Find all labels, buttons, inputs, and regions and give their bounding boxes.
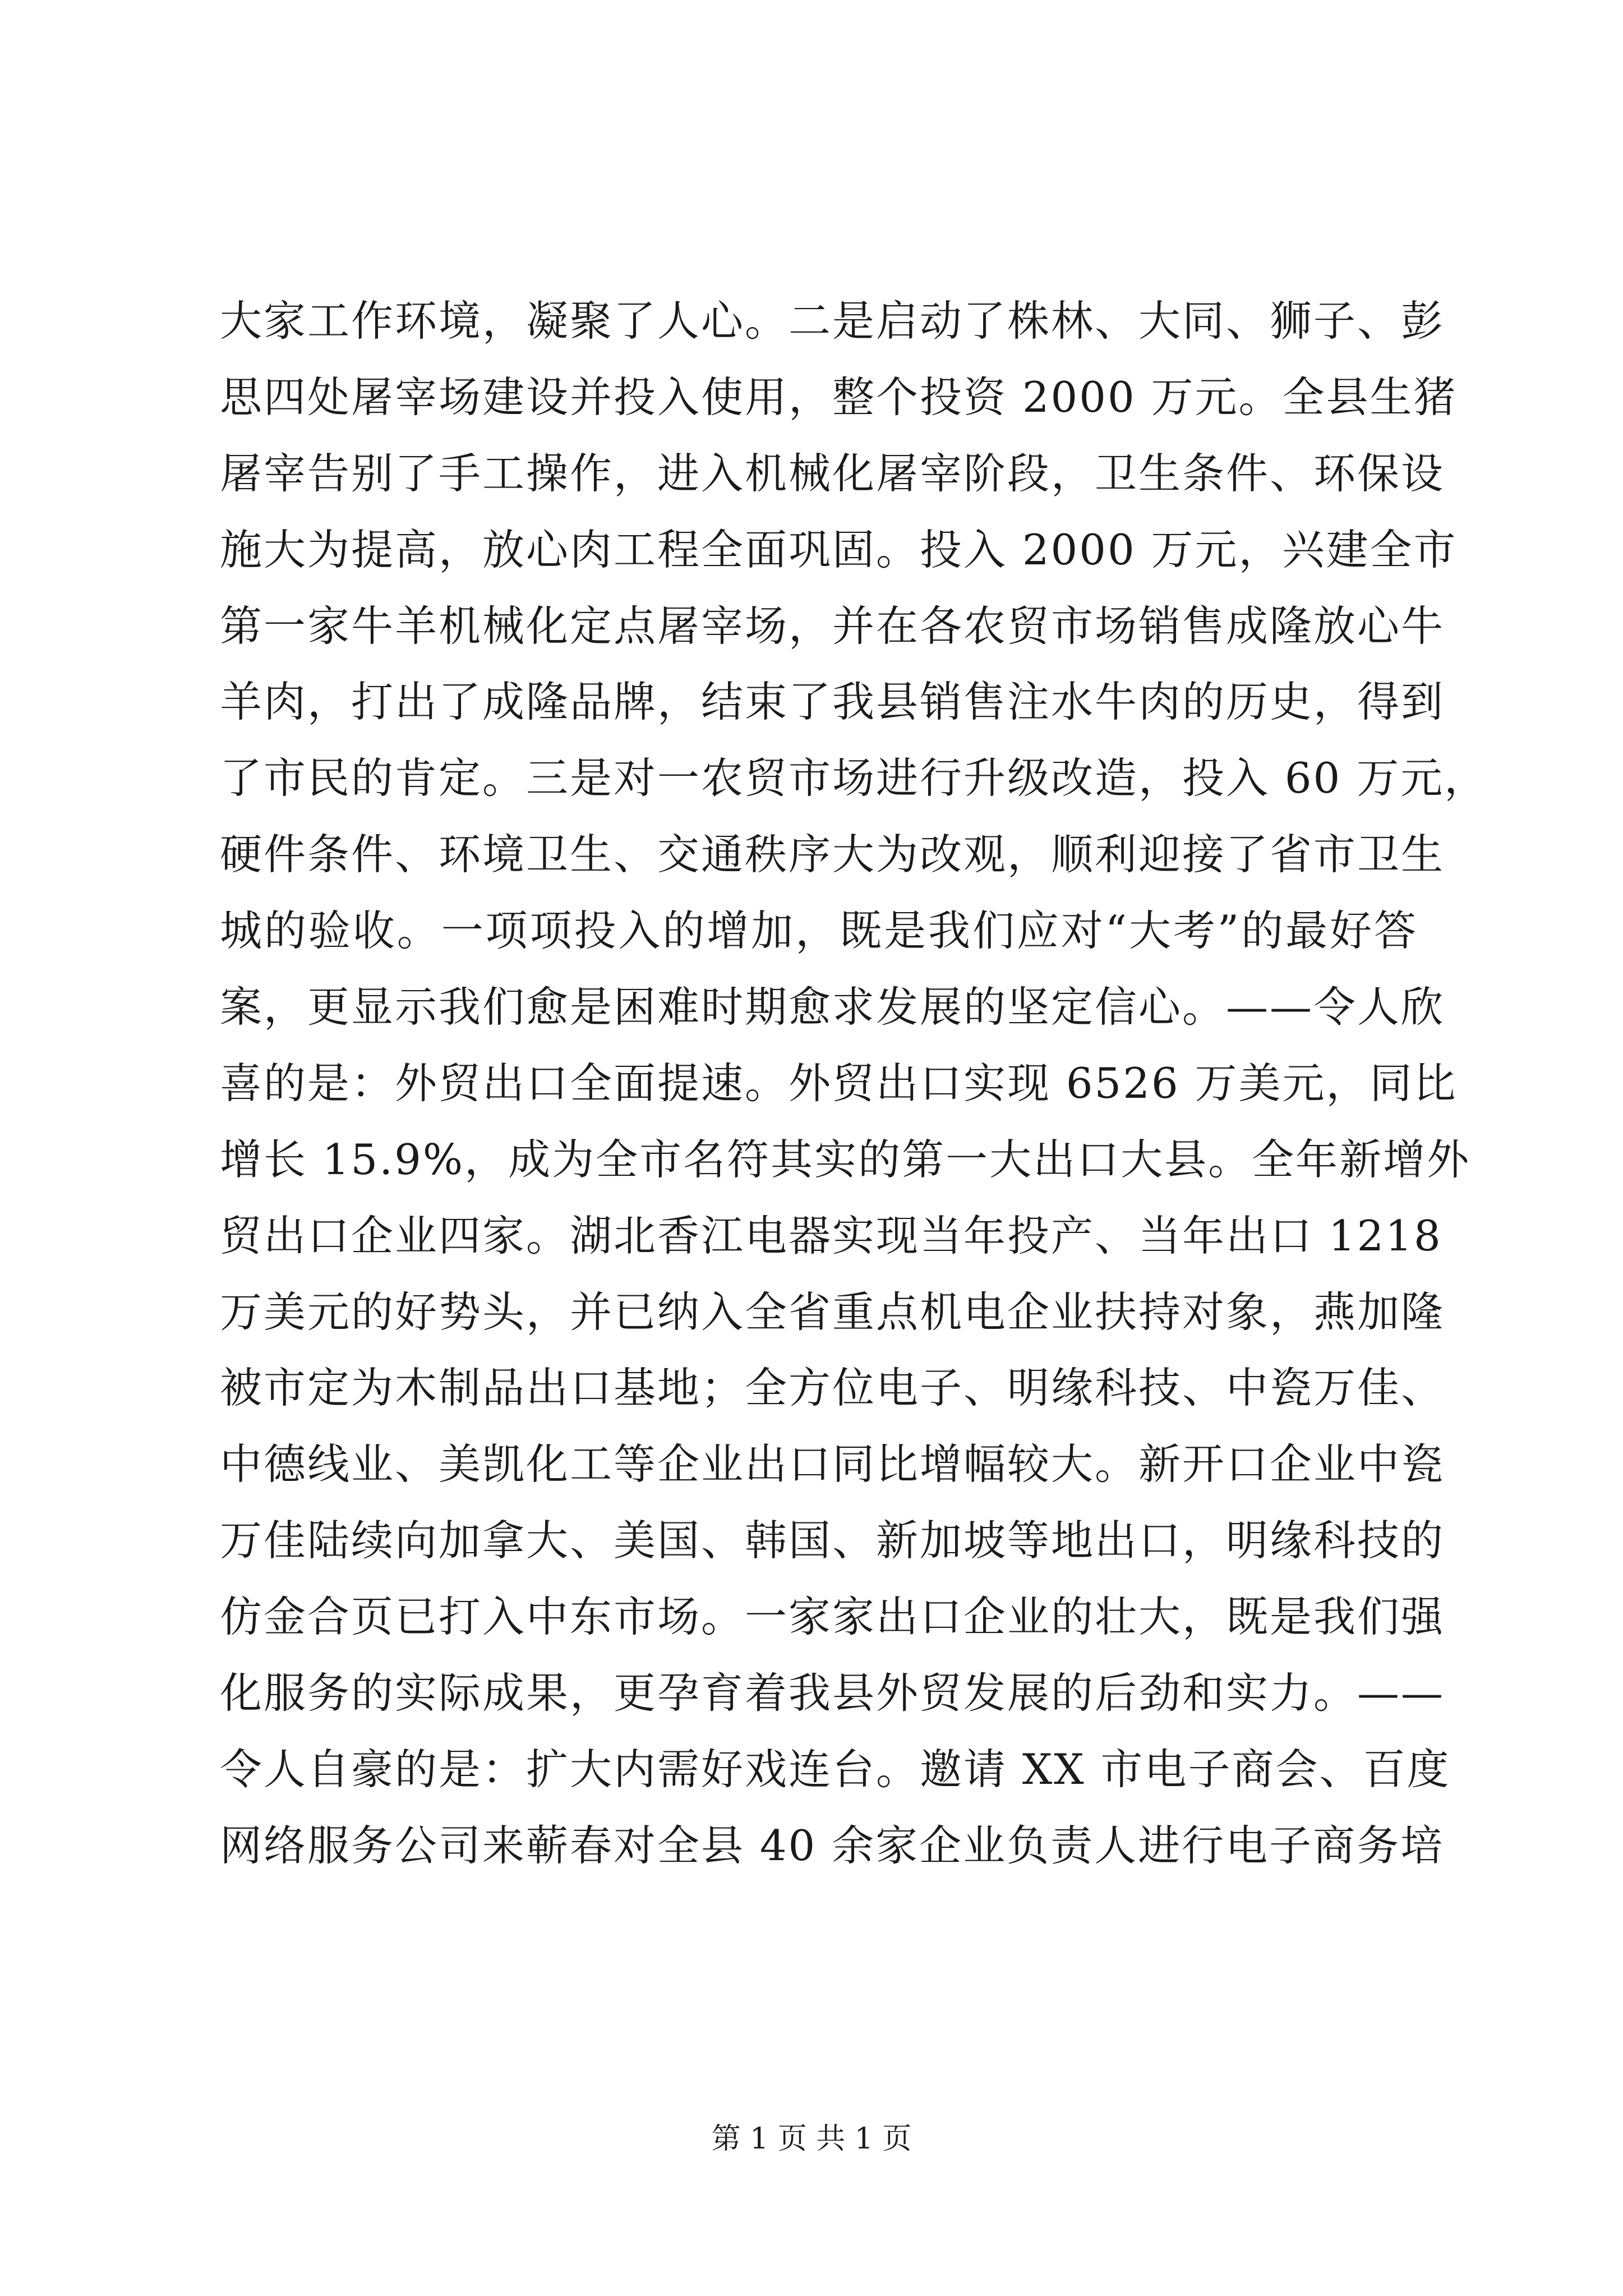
text-line: 大家工作环境，凝聚了人心。二是启动了株林、大同、狮子、彭 bbox=[220, 296, 1445, 346]
text-line: 喜的是：外贸出口全面提速。外贸出口实现 6526 万美元，同比 bbox=[220, 1058, 1458, 1108]
text-line: 硬件条件、环境卫生、交通秩序大为改观，顺利迎接了省市卫生 bbox=[220, 830, 1445, 880]
text-line: 中德线业、美凯化工等企业出口同比增幅较大。新开口企业中瓷 bbox=[220, 1439, 1445, 1489]
page-number-label: 第 1 页 共 1 页 bbox=[711, 2122, 912, 2156]
text-line: 网络服务公司来蕲春对全县 40 余家企业负责人进行电子商务培 bbox=[220, 1820, 1445, 1870]
text-line: 仿金合页已打入中东市场。一家家出口企业的壮大，既是我们强 bbox=[220, 1592, 1445, 1642]
text-line: 了市民的肯定。三是对一农贸市场进行升级改造，投入 60 万元， bbox=[220, 753, 1488, 803]
text-line: 羊肉，打出了成隆品牌，结束了我县销售注水牛肉的历史，得到 bbox=[220, 677, 1445, 727]
text-line: 增长 15.9%，成为全市名符其实的第一大出口大县。全年新增外 bbox=[220, 1134, 1471, 1184]
text-line: 案，更显示我们愈是困难时期愈求发展的坚定信心。——令人欣 bbox=[220, 982, 1445, 1032]
body-text bbox=[220, 283, 1488, 1884]
text-line: 万佳陆续向加拿大、美国、韩国、新加坡等地出口，明缘科技的 bbox=[220, 1516, 1445, 1566]
text-line: 令人自豪的是：扩大内需好戏连台。邀请 XX 市电子商会、百度 bbox=[220, 1744, 1451, 1794]
text-line: 施大为提高，放心肉工程全面巩固。投入 2000 万元，兴建全市 bbox=[220, 524, 1458, 574]
text-line: 思四处屠宰场建设并投入使用，整个投资 2000 万元。全县生猪 bbox=[220, 372, 1458, 422]
text-line: 屠宰告别了手工操作，进入机械化屠宰阶段，卫生条件、环保设 bbox=[220, 448, 1445, 498]
page-footer bbox=[0, 2115, 1623, 2157]
text-line: 被市定为木制品出口基地；全方位电子、明缘科技、中瓷万佳、 bbox=[220, 1363, 1445, 1413]
text-line: 化服务的实际成果，更孕育着我县外贸发展的后劲和实力。—— bbox=[220, 1668, 1445, 1718]
text-line: 城的验收。一项项投入的增加，既是我们应对“大考”的最好答 bbox=[220, 906, 1418, 956]
text-line: 贸出口企业四家。湖北香江电器实现当年投产、当年出口 1218 bbox=[220, 1211, 1442, 1260]
text-line: 第一家牛羊机械化定点屠宰场，并在各农贸市场销售成隆放心牛 bbox=[220, 601, 1445, 651]
text-line: 万美元的好势头，并已纳入全省重点机电企业扶持对象，燕加隆 bbox=[220, 1287, 1445, 1337]
